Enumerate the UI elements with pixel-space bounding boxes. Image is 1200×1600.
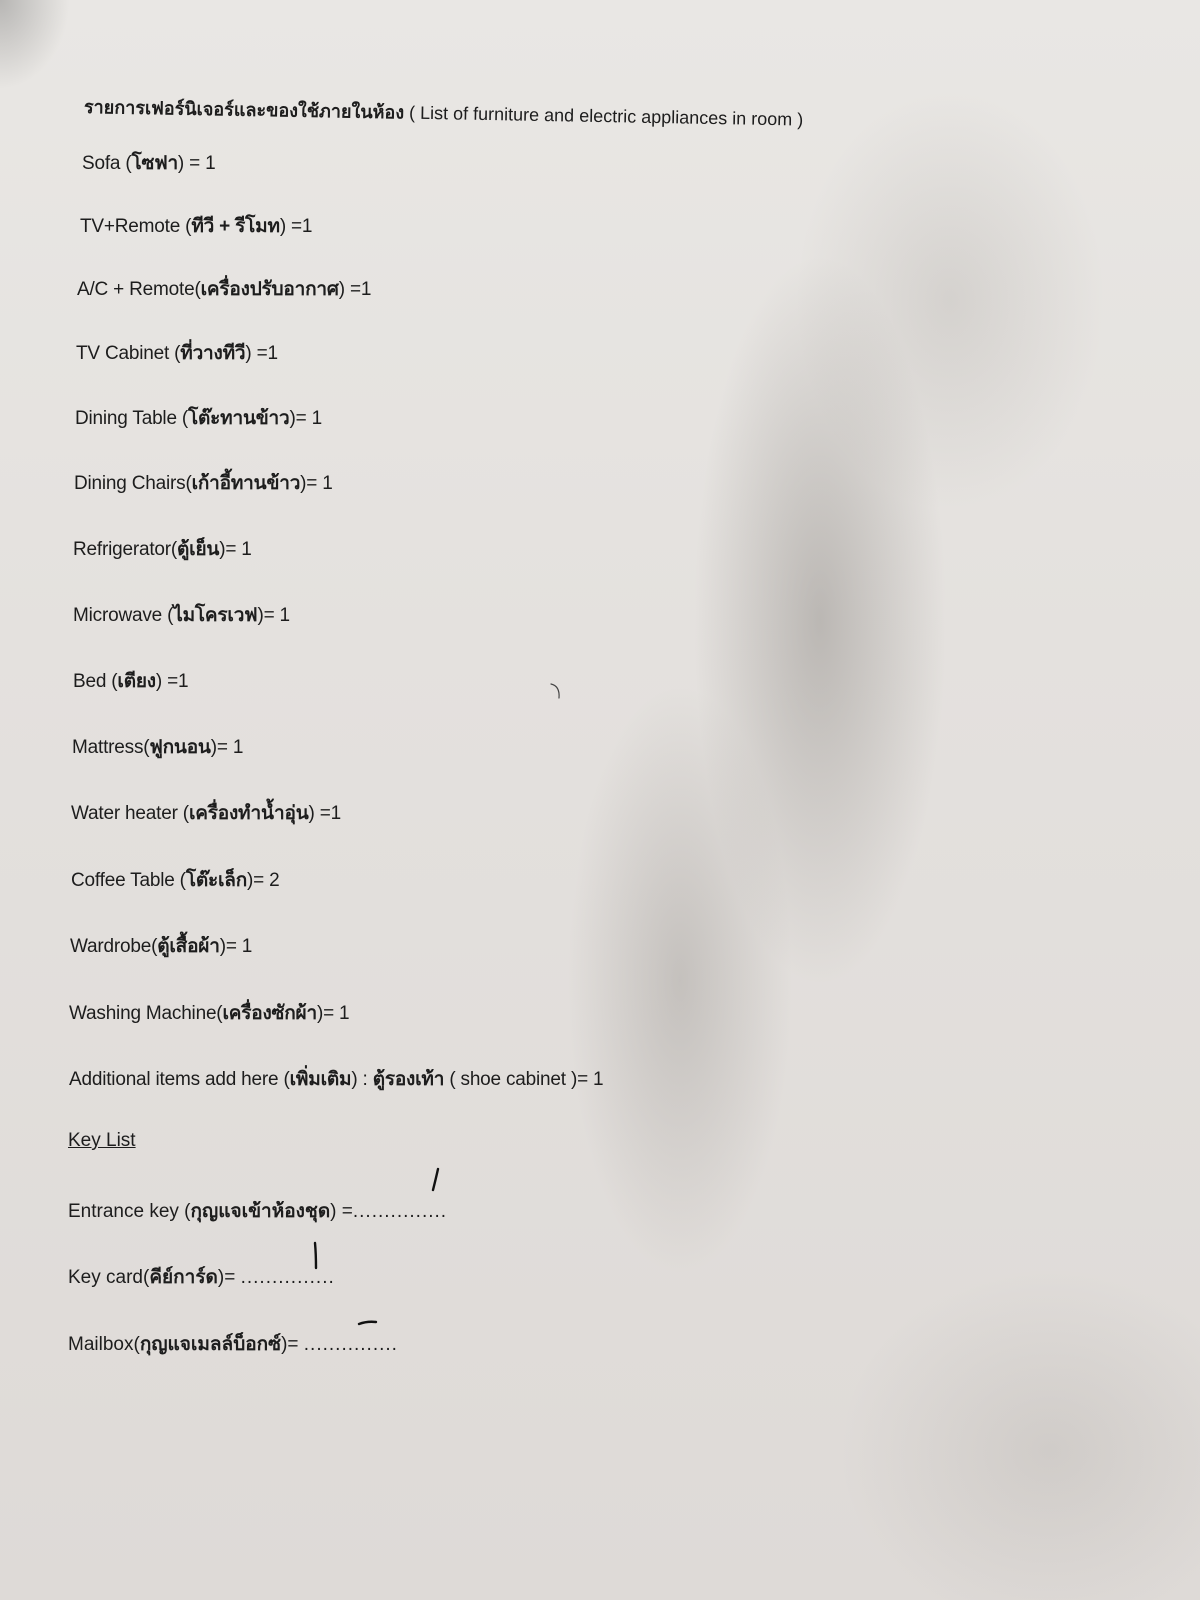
item-label-thai: เพิ่มเติม	[289, 1069, 352, 1090]
key-list-heading: Key List	[68, 1130, 136, 1151]
key-label-end: )=	[281, 1334, 304, 1355]
item-label-thai: เครื่องปรับอากาศ	[200, 279, 339, 300]
item-label-thai: ตู้เย็น	[177, 539, 220, 560]
item-quantity: )= 1	[316, 1003, 350, 1024]
item-label: TV+Remote (	[80, 216, 192, 237]
key-row-keycard	[68, 1262, 335, 1292]
item-label: Mattress(	[72, 737, 150, 758]
list-item	[77, 274, 371, 304]
key-row-mailbox	[68, 1329, 398, 1359]
list-item	[80, 211, 312, 241]
item-label: Sofa (	[82, 153, 132, 174]
list-item	[72, 732, 243, 762]
key-label: Entrance key (	[68, 1201, 191, 1222]
key-label-thai: กุญแจเข้าห้องชุด	[190, 1201, 331, 1222]
item-label-thai: โต๊ะทานข้าว	[188, 408, 290, 429]
item-label: Bed (	[73, 671, 118, 692]
item-label: Coffee Table (	[71, 870, 186, 891]
list-item	[76, 338, 278, 368]
item-quantity: )= 1	[219, 539, 252, 560]
item-label-thai: เก้าอี้ทานข้าว	[191, 473, 301, 494]
item-label: A/C + Remote(	[77, 279, 201, 300]
list-item	[73, 534, 252, 564]
item-quantity: ) =1	[308, 803, 341, 824]
key-label-end: )=	[217, 1267, 241, 1288]
handwritten-dash-mailbox	[356, 1316, 380, 1330]
item-quantity: )= 1	[210, 737, 244, 758]
item-quantity: )= 1	[300, 473, 333, 494]
heading-thai: รายการเฟอร์นิเจอร์และของใช้ภายในห้อง	[83, 97, 405, 123]
item-label-thai: เครื่องทำน้ำอุ่น	[188, 803, 309, 824]
item-label-thai: เครื่องซักผ้า	[222, 1003, 317, 1024]
item-label: Wardrobe(	[70, 936, 158, 957]
key-label: Mailbox(	[68, 1334, 140, 1355]
list-item	[73, 600, 290, 630]
fill-in-dots: ...............	[240, 1267, 335, 1288]
handwritten-tick-entrance	[426, 1166, 446, 1196]
item-label: Dining Table (	[75, 408, 189, 429]
key-row-entrance	[68, 1196, 447, 1226]
list-item	[82, 148, 215, 178]
key-label-thai: คีย์การ์ด	[149, 1267, 218, 1288]
item-label-thai: โต๊ะเล็ก	[185, 870, 248, 891]
item-label: Washing Machine(	[69, 1003, 223, 1024]
list-item	[69, 998, 349, 1028]
fill-in-dots: ...............	[303, 1334, 398, 1355]
list-item	[71, 798, 341, 828]
item-quantity: )= 1	[257, 605, 290, 626]
key-label: Key card(	[68, 1267, 150, 1288]
list-item	[75, 403, 322, 433]
item-quantity: ) =1	[155, 671, 189, 692]
fill-in-dots: ...............	[352, 1201, 448, 1222]
key-label-end: ) =	[330, 1201, 353, 1222]
item-label: Refrigerator(	[73, 539, 178, 560]
item-label: Water heater (	[71, 803, 189, 824]
item-quantity: )= 1	[289, 408, 322, 429]
item-label-thai: ทีวี + รีโมท	[191, 216, 280, 237]
item-quantity: )= 2	[247, 870, 280, 891]
item-quantity: )= 1	[219, 936, 253, 957]
item-quantity: ) =1	[279, 216, 313, 237]
item-label: Additional items add here (	[69, 1069, 290, 1090]
page-corner-shadow	[0, 0, 70, 90]
item-label-thai: เตียง	[117, 671, 156, 692]
list-item	[74, 468, 333, 498]
item-separator: ) :	[351, 1069, 373, 1090]
document-heading	[84, 92, 804, 134]
additional-item-thai: ตู้รองเท้า	[372, 1069, 445, 1090]
handwritten-tick-keycard	[308, 1240, 324, 1274]
item-label-thai: ฟูกนอน	[149, 737, 211, 758]
item-quantity: ) =1	[245, 343, 278, 364]
item-quantity: ) =1	[338, 279, 372, 300]
additional-item-english: ( shoe cabinet )= 1	[444, 1069, 604, 1090]
pen-stray-mark	[548, 680, 568, 704]
list-item	[73, 666, 188, 696]
item-label-thai: ไมโครเวฟ	[173, 605, 258, 626]
list-item	[70, 931, 252, 961]
key-label-thai: กุญแจเมลล์บ็อกซ์	[139, 1334, 282, 1355]
additional-items-line	[69, 1064, 603, 1094]
item-label-thai: โซฟา	[131, 153, 178, 174]
item-label-thai: ตู้เสื้อผ้า	[157, 936, 220, 957]
heading-english: ( List of furniture and electric appliances in room )	[408, 102, 804, 130]
item-label-thai: ที่วางทีวี	[180, 343, 246, 364]
item-quantity: ) = 1	[177, 153, 216, 174]
item-label: TV Cabinet (	[76, 343, 181, 364]
item-label: Microwave (	[73, 605, 174, 626]
list-item	[71, 865, 279, 895]
item-label: Dining Chairs(	[74, 473, 192, 494]
